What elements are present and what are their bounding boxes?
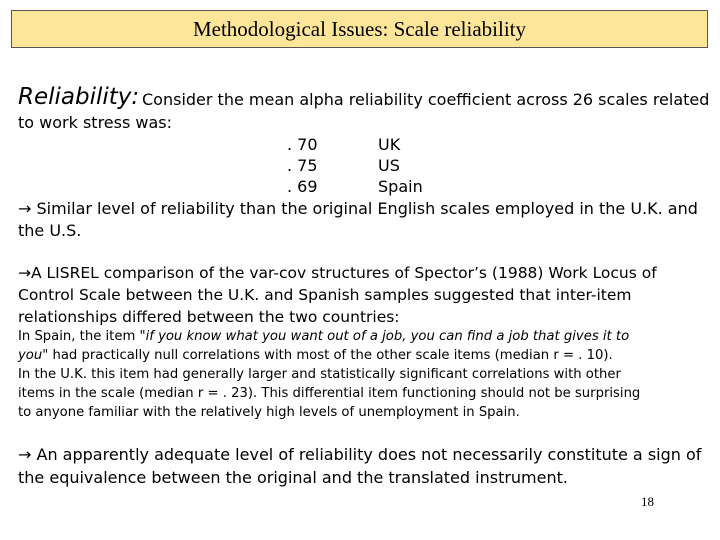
item-detail-paragraph <box>18 327 708 422</box>
arrow-right-icon: → <box>18 199 32 218</box>
point3-line2: the equivalence between the original and the translated instrument. <box>18 468 568 487</box>
point2-line1: A LISREL comparison of the var-cov structures of Spector’s (1988) Work Locus of <box>31 264 657 282</box>
point2-line3: relationships differed between the two countries: <box>18 308 400 326</box>
detail-line1-prefix: In Spain, the item <box>18 329 140 344</box>
detail-item-quote: "if you know what you want out of a job, you can find a job that gives it to <box>139 329 630 344</box>
coefficient-country: US <box>378 156 400 175</box>
intro-text-line1: Consider the mean alpha reliability coefficient across 26 scales related <box>142 90 710 109</box>
detail-item-quote-end: you" <box>18 348 49 363</box>
arrow-right-icon: → <box>18 264 31 282</box>
detail-line4: items in the scale (median r = . 23). This differential item functioning should not be surprising <box>18 386 641 401</box>
point-equivalence <box>18 443 708 489</box>
point1-line2: the U.S. <box>18 221 82 240</box>
coefficient-value: . 75 <box>287 156 318 175</box>
coefficient-value: . 70 <box>287 135 318 154</box>
coefficient-country: Spain <box>378 177 423 196</box>
point3-line1: An apparently adequate level of reliability does not necessarily constitute a sign of <box>31 445 702 464</box>
coefficient-value: . 69 <box>287 177 318 196</box>
detail-line3: In the U.K. this item had generally larger and statistically significant correlations with other <box>18 367 621 382</box>
slide-title-box <box>11 10 708 48</box>
point1-line1: Similar level of reliability than the original English scales employed in the U.K. and <box>31 199 698 218</box>
point-similar-reliability <box>18 198 708 242</box>
point-lisrel-comparison <box>18 262 708 328</box>
arrow-right-icon: → <box>18 445 32 464</box>
slide-title: Methodological Issues: Scale reliability <box>192 16 526 41</box>
reliability-heading: Reliability: <box>18 84 140 110</box>
point2-line2: Control Scale between the U.K. and Spanish samples suggested that inter-item <box>18 286 632 304</box>
detail-line5: to anyone familiar with the relatively high levels of unemployment in Spain. <box>18 405 520 420</box>
page-number: 18 <box>641 494 654 509</box>
coefficient-country: UK <box>378 135 401 154</box>
intro-text-line2: to work stress was: <box>18 113 173 132</box>
detail-line2-rest: had practically null correlations with most of the other scale items (median r = . 10). <box>48 348 613 363</box>
